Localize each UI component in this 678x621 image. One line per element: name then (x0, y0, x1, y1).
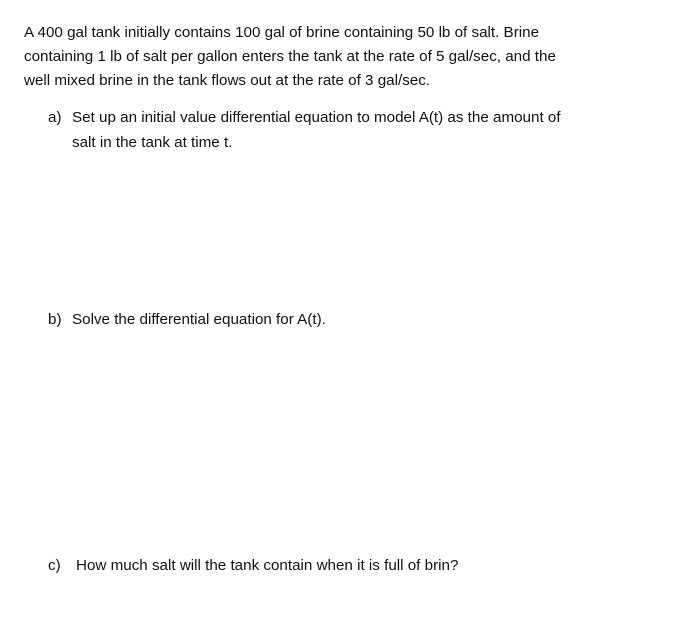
question-c (48, 553, 458, 578)
problem-statement (24, 21, 644, 93)
problem-statement-line: A 400 gal tank initially contains 100 gal of brine containing 50 lb of salt. Brine (24, 24, 540, 41)
question-text-line: salt in the tank at time t. (72, 134, 233, 151)
question-text-line: Solve the differential equation for A(t). (72, 311, 326, 328)
question-b (48, 307, 326, 332)
question-text-line: Set up an initial value differential equation to model A(t) as the amount of (72, 109, 561, 126)
question-text-line: How much salt will the tank contain when it is full of brin? (76, 557, 459, 574)
problem-statement-line: well mixed brine in the tank flows out at the rate of 3 gal/sec. (24, 72, 431, 89)
question-marker: b) (48, 311, 62, 328)
question-marker: c) (48, 557, 61, 574)
problem-statement-line: containing 1 lb of salt per gallon enters the tank at the rate of 5 gal/sec, and the (24, 48, 556, 65)
question-marker: a) (48, 109, 62, 126)
question-a (48, 105, 561, 155)
